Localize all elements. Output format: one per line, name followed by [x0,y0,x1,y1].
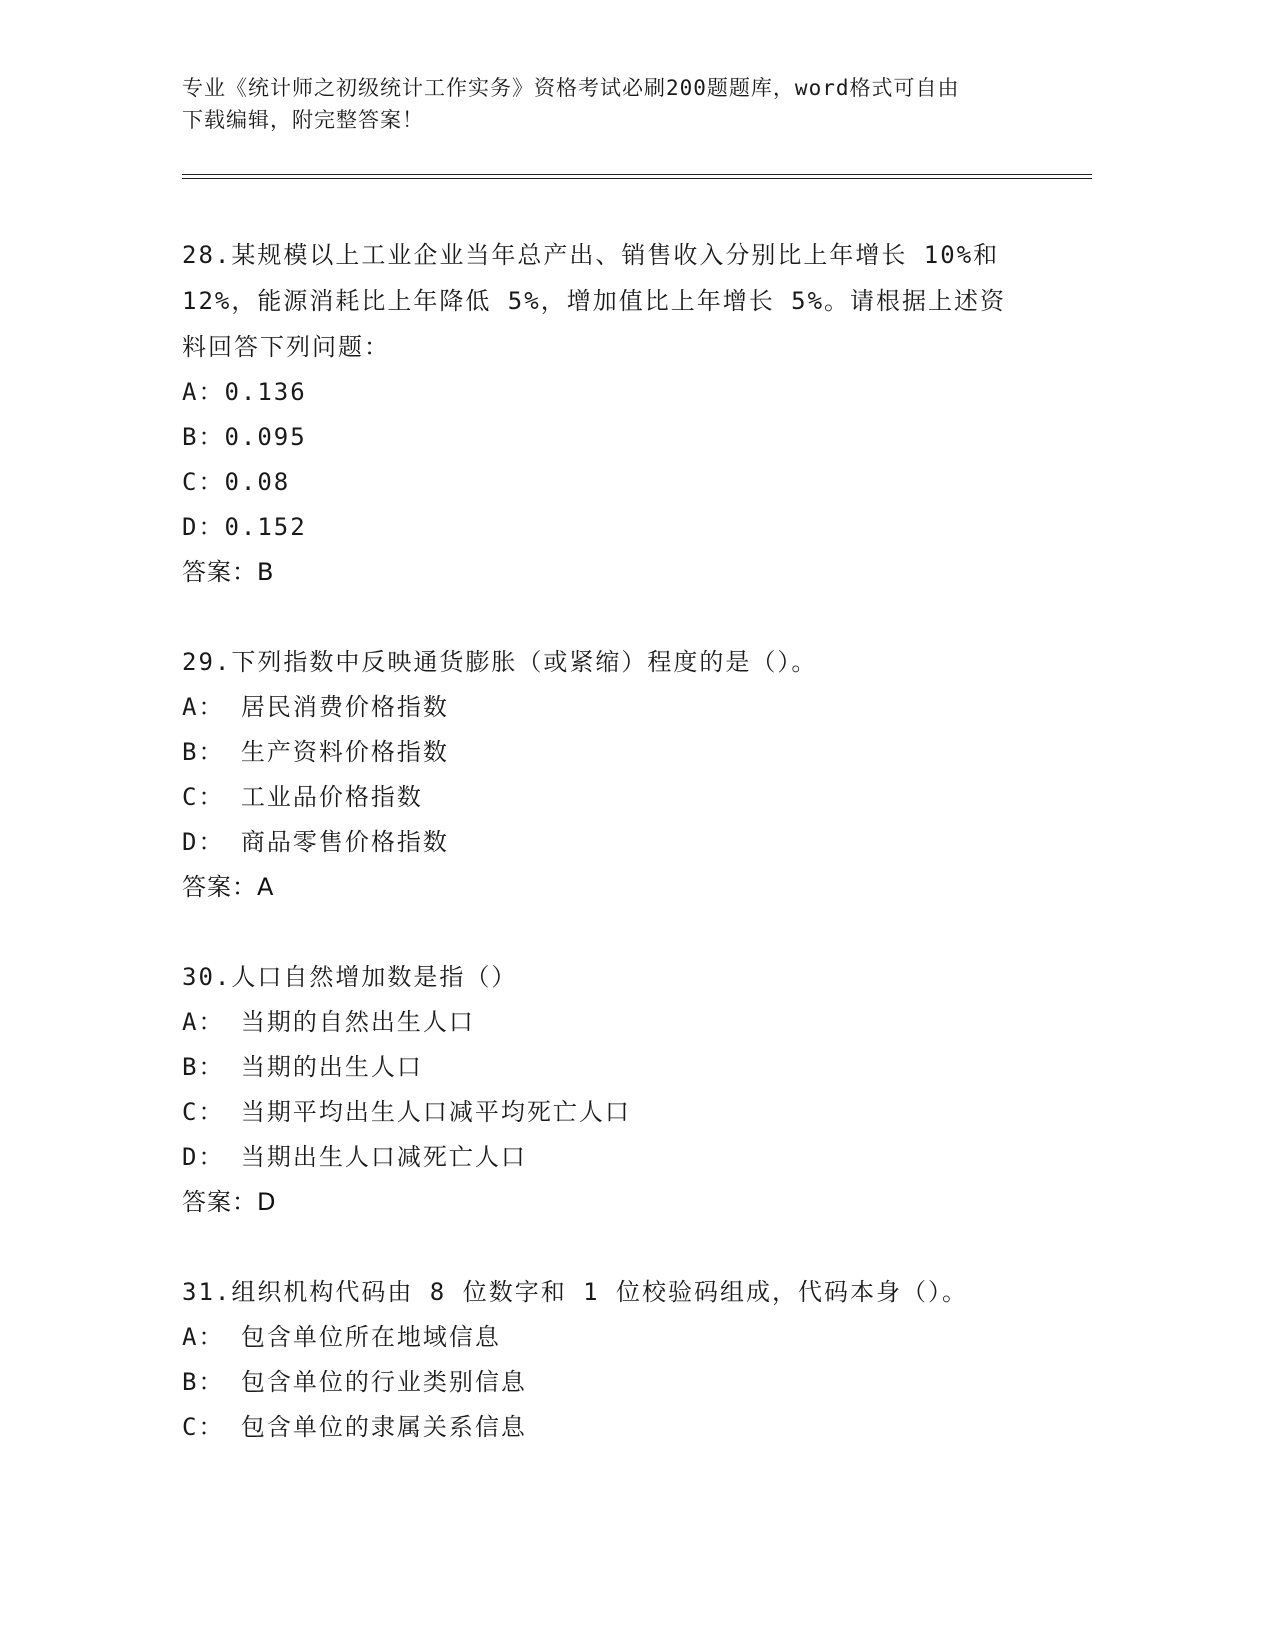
stem-line: 12%，能源消耗比上年降低 5%，增加值比上年增长 5%。请根据上述资 [182,287,1007,315]
question-list [182,232,1062,1494]
option-c: C：0.08 [182,468,291,496]
header-divider-bottom [182,178,1092,179]
question-28 [182,232,1062,595]
option-b: B： 当期的出生人口 [182,1053,423,1081]
stem-line: 28.某规模以上工业企业当年总产出、销售收入分别比上年增长 10%和 [182,241,1000,269]
question-stem [182,232,1062,370]
option-b: B： 生产资料价格指数 [182,738,449,766]
option-d: D： 当期出生人口减死亡人口 [182,1143,527,1171]
option-b: B： 包含单位的行业类别信息 [182,1368,527,1396]
stem-line: 31.组织机构代码由 8 位数字和 1 位校验码组成，代码本身（）。 [182,1278,969,1306]
question-stem [182,954,1062,1000]
answer-line: 答案：B [182,558,275,586]
option-a: A： 当期的自然出生人口 [182,1008,475,1036]
answer-line: 答案：D [182,1188,277,1216]
option-c: C： 包含单位的隶属关系信息 [182,1413,527,1441]
question-stem [182,639,1062,685]
header-line-1: 专业《统计师之初级统计工作实务》资格考试必刷200题题库，word格式可自由 [182,76,960,100]
stem-line: 料回答下列问题： [182,333,390,361]
stem-line: 29.下列指数中反映通货膨胀（或紧缩）程度的是（）。 [182,648,818,676]
option-d: D：0.152 [182,513,307,541]
option-a: A：0.136 [182,378,307,406]
option-d: D： 商品零售价格指数 [182,828,449,856]
question-30 [182,954,1062,1225]
header-line-2: 下载编辑，附完整答案！ [182,108,424,132]
question-stem [182,1269,1062,1315]
question-31 [182,1269,1062,1450]
stem-line: 30.人口自然增加数是指（） [182,963,518,991]
option-c: C： 工业品价格指数 [182,783,423,811]
header-divider-top [182,174,1092,175]
document-header [182,72,1062,136]
option-b: B：0.095 [182,423,307,451]
question-29 [182,639,1062,910]
option-a: A： 居民消费价格指数 [182,693,449,721]
option-a: A： 包含单位所在地域信息 [182,1323,501,1351]
answer-line: 答案：A [182,873,275,901]
option-c: C： 当期平均出生人口减平均死亡人口 [182,1098,631,1126]
